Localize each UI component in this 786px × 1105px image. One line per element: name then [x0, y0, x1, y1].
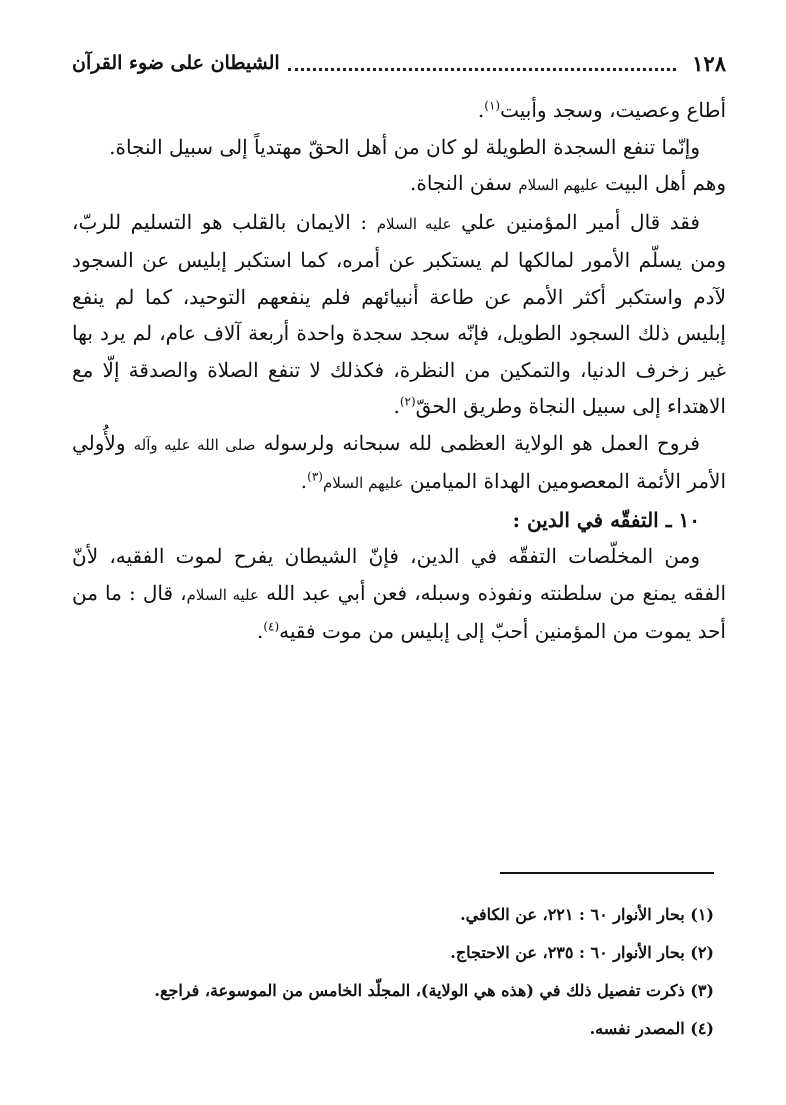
honorific-ligature: عليه السلام: [186, 585, 259, 604]
paragraph-6-end: .: [256, 619, 264, 643]
paragraph-4-end: .: [393, 394, 400, 418]
paragraph-6-before: ومن المخلّصات التفقّه في الدين، فإنّ الشيطان يفرح لموت الفقيه، لأنّ الفقه يمنع من سلطنته ونفوذه وسبله، فعن أبي عبد الله: [72, 544, 727, 605]
paragraph-1: [72, 92, 726, 129]
paragraph-4-before: فقد قال أمير المؤمنين علي: [461, 209, 700, 234]
page-header: [72, 46, 726, 80]
paragraph-5-end: .: [300, 469, 308, 493]
paragraph-6-after: ، قال : ما من أحد يموت من المؤمنين أحبّ إلى إبليس من موت فقيه: [72, 580, 726, 643]
paragraph-5-before: فروح العمل هو الولاية العظمى لله سبحانه ولرسوله: [263, 430, 700, 455]
paragraph-1-end: .: [477, 98, 485, 122]
footnote-ref-2[interactable]: (٢): [399, 394, 416, 409]
honorific-ligature: عليهم السلام: [322, 474, 404, 492]
honorific-ligature: صلى الله عليه وآله: [133, 435, 256, 454]
footnote-ref-4[interactable]: (٤): [263, 619, 280, 634]
section-heading: ١٠ ـ التفقّه في الدين :: [512, 507, 700, 532]
footnotes: [72, 896, 714, 1048]
paragraph-3: [72, 165, 726, 204]
honorific-ligature: عليه السلام: [376, 214, 452, 233]
footnote-4: (٤) المصدر نفسه.: [589, 1019, 714, 1038]
paragraph-4-after: : الايمان بالقلب هو التسليم للربّ، ومن يسلّم الأمور لمالكها لم يستكبر عن أمره، كما استكبر إبليس عن السجود لآدم واستكبر أكثر الأمم عن طاعة أنبيائهم فلم ينفعهم التوحيد، كما لم ينفع إبليس ذلك السجود الطويل، فإنّه سجد سجدة واحدة أربعة آلاف عام، لم يرد بها غير زخرف الدنيا، والتمكين من النظرة، فكذلك لا تنفع الصلاة والصدقة إلّا مع الاهتداء إلى سبيل النجاة وطريق الحقّ: [72, 209, 726, 418]
paragraph-6: [72, 538, 726, 650]
paragraph-5-middle: ولأُولي الأمر الأئمة المعصومين الهداة الميامين: [72, 430, 726, 493]
honorific-ligature: عليهم السلام: [518, 176, 599, 194]
paragraph-4: [72, 204, 726, 425]
footnote-3: (٣) ذكرت تفصيل ذلك في (هذه هي الولاية)، المجلّد الخامس من الموسوعة، فراجع.: [154, 981, 714, 1000]
paragraph-5: [72, 425, 726, 502]
running-title: الشيطان على ضوء القرآن: [72, 52, 280, 74]
footnote-ref-1[interactable]: (١): [484, 98, 501, 113]
paragraph-1-text: أطاع وعصيت، وسجد وأبيت: [500, 98, 726, 122]
paragraph-3-before: وهم أهل البيت: [605, 171, 726, 195]
main-text: [72, 92, 726, 650]
paragraph-2: وإنّما تنفع السجدة الطويلة لو كان من أهل الحقّ مهتدياً إلى سبيل النجاة.: [109, 134, 700, 159]
dotted-leader: [288, 68, 676, 71]
footnote-1: (١) بحار الأنوار ٦٠ : ٢٢١، عن الكافي.: [460, 905, 714, 924]
paragraph-3-after: سفن النجاة.: [409, 171, 512, 195]
footnote-ref-3[interactable]: (٣): [307, 469, 323, 484]
page-number: ١٢٨: [692, 50, 726, 76]
footnote-2: (٢) بحار الأنوار ٦٠ : ٢٣٥، عن الاحتجاج.: [450, 943, 714, 962]
footnote-separator: [500, 872, 714, 874]
